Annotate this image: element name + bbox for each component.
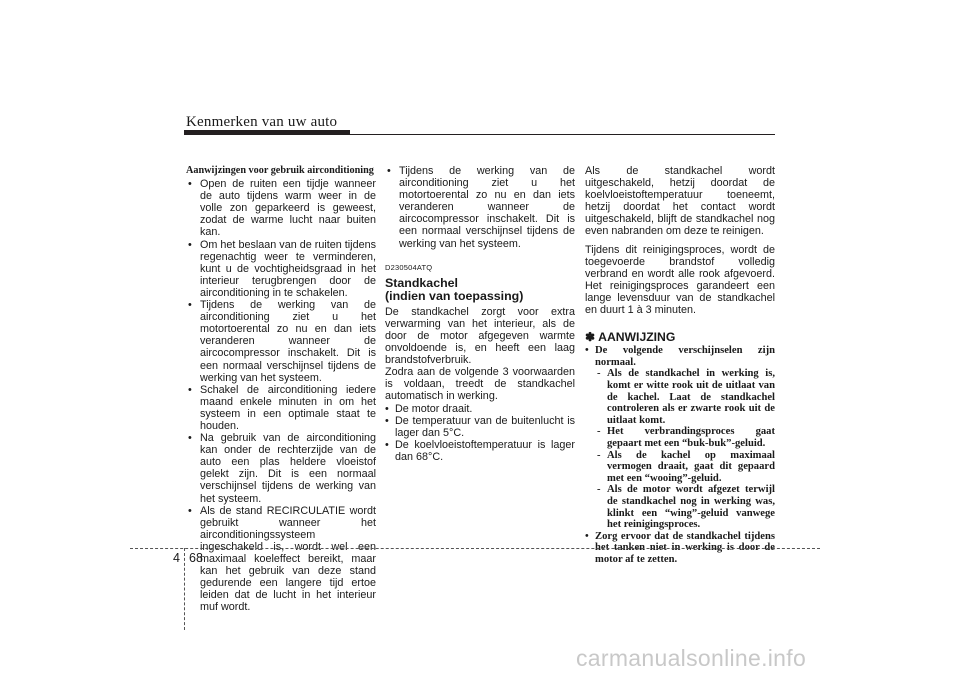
list-item: • Zorg ervoor dat de standkachel tijdens het tanken niet in werking is door de motor af te zetten.: [585, 531, 775, 566]
list-item: • Om het beslaan van de ruiten tijdens regenachtig weer te verminderen, kunt u de vochtigheidsgraad in het interieur terugbrengen door de airconditioning in te schakelen.: [186, 239, 376, 299]
column-middle: [385, 165, 575, 463]
heater-intro: De standkachel zorgt voor extra verwarming van het interieur, als de door de motor afgegeven warmte onvoldoende is, en heeft een laag brandstofverbruik.: [385, 305, 575, 367]
section-title-line: Standkachel: [385, 275, 458, 290]
list-item: - Als de kachel op maximaal vermogen draait, gaat dit gepaard met een “wooing”-geluid.: [595, 450, 775, 485]
section-code: D230504ATQ: [385, 262, 433, 272]
list-item: • Tijdens de werking van de airconditioning ziet u het motortoerental zo nu en dan iets veranderen wanneer de aircocompressor inschakelt. Dit is een normaal verschijnsel tijdens de werking van het systeem.: [385, 165, 575, 250]
note-list: [585, 345, 775, 565]
list-item: • Als de stand RECIRCULATIE wordt gebruikt wanneer het airconditioningssysteem ingeschakeld is, wordt wel een maximaal koeleffect bereikt, maar kan het gebruik van deze stand gedurende een langere tijd ertoe leiden dat de lucht in het interieur muf wordt.: [186, 505, 376, 614]
list-item: • De motor draait.: [385, 403, 575, 415]
list-item: [585, 345, 775, 531]
column-right: [585, 165, 775, 566]
list-item: • Na gebruik van de airconditioning kan onder de rechterzijde van de auto een plas heldere vloeistof gelekt zijn. Dit is een normaal verschijnsel tijdens de werking van het systeem.: [186, 432, 376, 505]
chapter-number: 4: [173, 551, 180, 565]
note-intro: De volgende verschijnselen zijn normaal.: [595, 345, 775, 368]
note-heading: ✽ AANWIJZING: [585, 330, 676, 345]
list-item: • Open de ruiten een tijdje wanneer de auto tijdens warm weer in de volle zon geparkeerd is geweest, zodat de warme lucht naar buiten kan.: [186, 178, 376, 238]
heater-shutdown-text: Als de standkachel wordt uitgeschakeld, hetzij doordat de koelvloeistoftemperatuur toeneemt, hetzij doordat het contact wordt uitgeschakeld, blijft de standkachel nog even nabranden om deze te reinigen.: [585, 165, 775, 238]
note-sublist: [595, 368, 775, 530]
section-title-line: (indien van toepassing): [385, 288, 524, 303]
column-left: [186, 165, 376, 613]
heater-conditions-list: [385, 403, 575, 463]
heater-conditions-intro: Zodra aan de volgende 3 voorwaarden is voldaan, treedt de standkachel automatisch in werking.: [385, 366, 575, 403]
aircon-tips-continued: [385, 165, 575, 250]
list-item: • Schakel de airconditioning iedere maand enkele minuten in om het systeem in een optimale staat te houden.: [186, 384, 376, 432]
list-item: - Als de motor wordt afgezet terwijl de standkachel nog in werking was, klinkt een “wing”-geluid vanwege het reinigingsproces.: [595, 484, 775, 530]
list-item: • De koelvloeistoftemperatuur is lager dan 68°C.: [385, 439, 575, 463]
header-rule: [184, 134, 775, 135]
footer-vertical-dashed-rule: [184, 548, 185, 630]
list-item: - Het verbrandingsproces gaat gepaart met een “buk-buk”-geluid.: [595, 426, 775, 449]
page-number: 68: [189, 551, 203, 565]
footer-dashed-rule: [130, 548, 820, 549]
section-title: [385, 277, 575, 303]
list-item: • Tijdens de werking van de airconditioning ziet u het motortoerental zo nu en dan iets veranderen wanneer de aircocompressor inschakelt. Dit is een normaal verschijnsel tijdens de werking van het systeem.: [186, 299, 376, 384]
list-item: • De temperatuur van de buitenlucht is lager dan 5°C.: [385, 415, 575, 439]
note-block: [585, 345, 775, 565]
list-item: - Als de standkachel in werking is, komt er witte rook uit de uitlaat van de kachel. Laat de standkachel controleren als er zwarte rook uit de uitlaat komt.: [595, 368, 775, 426]
heater-cleaning-text: Tijdens dit reinigingsproces, wordt de toegevoerde brandstof volledig verbrand en wordt alle rook afgevoerd. Het reinigingsproces garandeert een lange levensduur van de standkachel en duurt 1 à 3 minuten.: [585, 243, 775, 317]
aircon-tips-heading: Aanwijzingen voor gebruik airconditioning: [186, 165, 374, 176]
site-watermark: carmanualsonline.info: [576, 645, 807, 671]
page-header-title: Kenmerken van uw auto: [186, 114, 338, 130]
